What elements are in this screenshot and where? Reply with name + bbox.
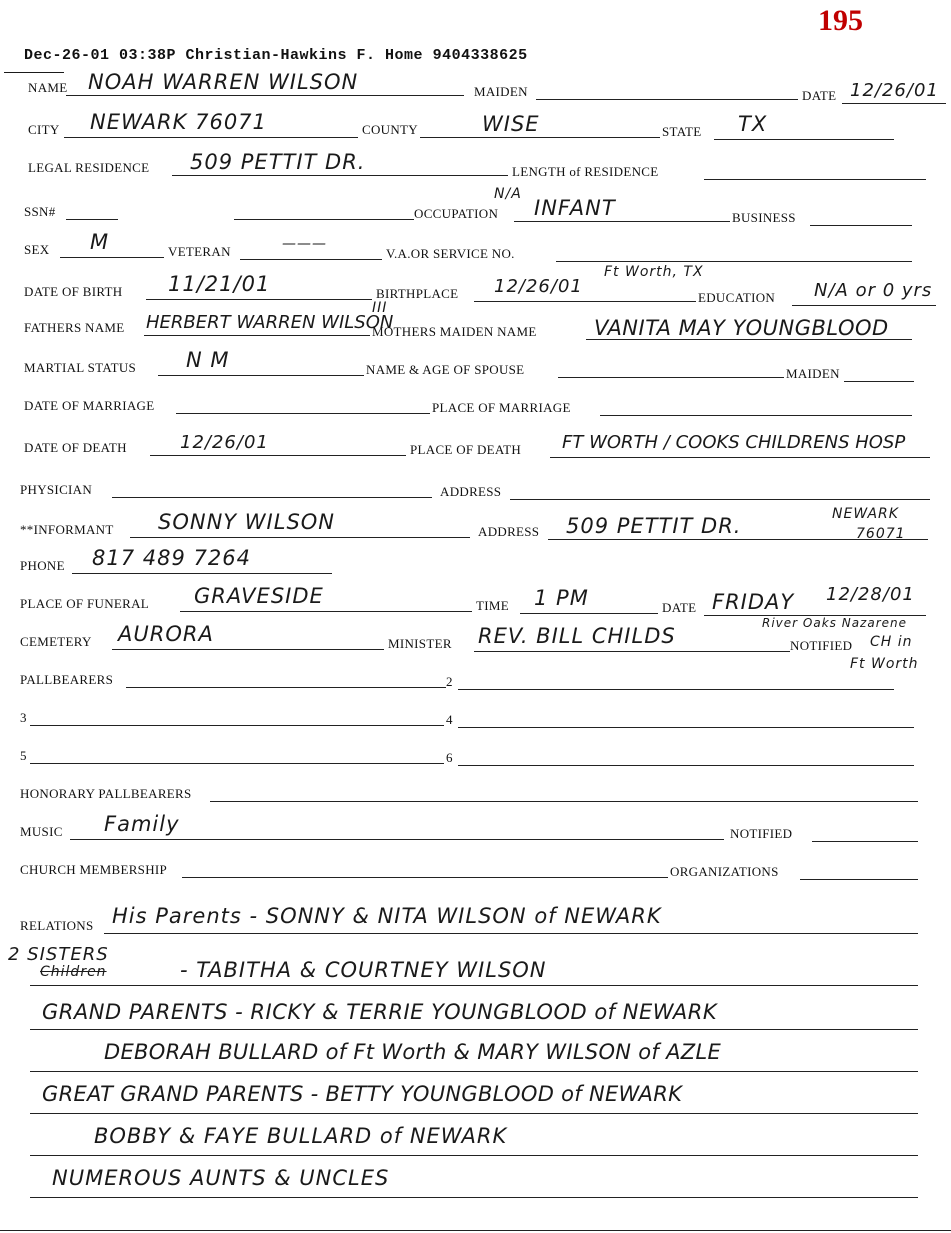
relations-line-1: His Parents - SONNY & NITA WILSON of NEWARK xyxy=(112,904,662,928)
label-relations: RELATIONS xyxy=(20,918,94,933)
label-ssn: SSN# xyxy=(24,204,56,219)
underline-pallbearer-2 xyxy=(458,689,894,690)
underline-pallbearer-1 xyxy=(126,687,446,688)
value-music: Family xyxy=(104,812,180,836)
value-occupation: INFANT xyxy=(534,196,616,220)
value-fathers-name: HERBERT WARREN WILSON xyxy=(146,312,394,333)
underline-maiden-2 xyxy=(844,381,914,382)
underline-date-of-death xyxy=(150,455,406,456)
value-occupation-na: N/A xyxy=(494,186,522,202)
underline-relations-2 xyxy=(30,985,918,986)
underline-music xyxy=(70,839,724,840)
underline-organizations xyxy=(800,879,918,880)
label-veteran: VETERAN xyxy=(168,244,231,259)
underline-place-of-death xyxy=(550,457,930,458)
label-time: TIME xyxy=(476,598,509,613)
value-church-note-3: Ft Worth xyxy=(850,656,919,672)
value-date-of-death: 12/26/01 xyxy=(180,432,269,453)
label-maiden: MAIDEN xyxy=(474,84,528,99)
relations-line-4: DEBORAH BULLARD of Ft Worth & MARY WILSON of AZLE xyxy=(104,1040,722,1064)
underline-county xyxy=(420,137,660,138)
label-pallbearer-3: 3 xyxy=(20,710,27,725)
underline-church xyxy=(182,877,668,878)
label-birthplace: BIRTHPLACE xyxy=(376,286,459,301)
underline-va xyxy=(556,261,912,262)
label-pallbearer-6: 6 xyxy=(446,750,453,765)
label-pallbearer-4: 4 xyxy=(446,712,453,727)
label-pallbearers: PALLBEARERS xyxy=(20,672,114,687)
relations-line-2-prefix: 2 SISTERS xyxy=(8,944,109,965)
label-physician: PHYSICIAN xyxy=(20,482,93,497)
label-date: DATE xyxy=(802,88,837,103)
label-business: BUSINESS xyxy=(732,210,796,225)
value-minister: REV. BILL CHILDS xyxy=(478,624,676,648)
value-birthplace: Ft Worth, TX xyxy=(604,264,704,280)
label-occupation: OCCUPATION xyxy=(414,206,499,221)
value-informant-zip: 76071 xyxy=(856,526,906,542)
label-name-age-spouse: NAME & AGE OF SPOUSE xyxy=(366,362,525,377)
value-church-note-1: River Oaks Nazarene xyxy=(762,616,908,630)
label-organizations: ORGANIZATIONS xyxy=(670,864,779,879)
label-pallbearer-5: 5 xyxy=(20,748,27,763)
value-city: NEWARK 76071 xyxy=(90,110,267,134)
underline-relations-3 xyxy=(30,1029,918,1030)
label-education: EDUCATION xyxy=(698,290,776,305)
underline-relations-4 xyxy=(30,1071,918,1072)
value-informant: SONNY WILSON xyxy=(158,510,336,534)
underline-relations-1 xyxy=(104,933,918,934)
underline-notified-2 xyxy=(812,841,918,842)
value-fathers-suffix: III xyxy=(372,300,388,316)
underline-relations-6 xyxy=(30,1155,918,1156)
label-martial-status: MARTIAL STATUS xyxy=(24,360,137,375)
underline-sex xyxy=(60,257,164,258)
value-birthplace-date: 12/26/01 xyxy=(494,276,583,297)
underline-pallbearer-5 xyxy=(30,763,444,764)
label-pallbearer-2: 2 xyxy=(446,674,453,689)
label-name: NAME xyxy=(28,80,68,95)
value-state: TX xyxy=(738,112,768,136)
label-church-membership: CHURCH MEMBERSHIP xyxy=(20,862,168,877)
relations-line-3: GRAND PARENTS - RICKY & TERRIE YOUNGBLOOD of NEWARK xyxy=(42,1000,718,1024)
relations-line-2: - TABITHA & COURTNEY WILSON xyxy=(180,958,547,982)
underline-cemetery xyxy=(112,649,384,650)
fax-header: Dec-26-01 03:38P Christian-Hawkins F. Home 9404338625 xyxy=(24,47,528,64)
value-legal-residence: 509 PETTIT DR. xyxy=(190,150,366,174)
label-fathers-name: FATHERS NAME xyxy=(24,320,125,335)
value-education: N/A or 0 yrs xyxy=(814,280,933,301)
value-place-of-funeral: GRAVESIDE xyxy=(194,584,324,608)
value-church-note-2: CH in xyxy=(870,634,913,650)
underline-state xyxy=(714,139,894,140)
underline-date xyxy=(842,103,946,104)
label-notified: NOTIFIED xyxy=(790,638,853,653)
underline-spouse xyxy=(558,377,784,378)
value-veteran: ——— xyxy=(282,236,327,252)
label-state: STATE xyxy=(662,124,702,139)
underline-city xyxy=(64,137,358,138)
label-mothers-maiden-name: MOTHERS MAIDEN NAME xyxy=(372,324,537,339)
bottom-border xyxy=(0,1230,951,1231)
underline-pallbearer-3 xyxy=(30,725,444,726)
label-date-2: DATE xyxy=(662,600,697,615)
underline-birthplace xyxy=(474,301,696,302)
label-honorary-pallbearers: HONORARY PALLBEARERS xyxy=(20,786,192,801)
underline-relations-5 xyxy=(30,1113,918,1114)
page-number: 195 xyxy=(818,4,863,37)
underline-fathers-name xyxy=(144,335,370,336)
label-sex: SEX xyxy=(24,242,50,257)
label-music: MUSIC xyxy=(20,824,63,839)
margin-stroke xyxy=(4,72,64,73)
label-notified-2: NOTIFIED xyxy=(730,826,793,841)
value-mothers-maiden-name: VANITA MAY YOUNGBLOOD xyxy=(594,316,889,340)
underline-maiden xyxy=(536,99,798,100)
label-phone: PHONE xyxy=(20,558,65,573)
value-time: 1 PM xyxy=(534,586,589,610)
label-legal-residence: LEGAL RESIDENCE xyxy=(28,160,150,175)
underline-place-of-funeral xyxy=(180,611,472,612)
underline-veteran xyxy=(240,259,382,260)
underline-informant xyxy=(130,537,470,538)
underline-place-of-marriage xyxy=(600,415,912,416)
underline-martial-status xyxy=(158,375,364,376)
value-phone: 817 489 7264 xyxy=(92,546,251,570)
value-name: NOAH WARREN WILSON xyxy=(88,70,359,94)
underline-date-of-marriage xyxy=(176,413,430,414)
underline-length xyxy=(704,179,926,180)
label-minister: MINISTER xyxy=(388,636,452,651)
label-address-2: ADDRESS xyxy=(478,524,540,539)
value-sex: M xyxy=(90,230,110,254)
label-informant: **INFORMANT xyxy=(20,522,114,537)
relations-line-5: GREAT GRAND PARENTS - BETTY YOUNGBLOOD of NEWARK xyxy=(42,1082,683,1106)
value-funeral-date: 12/28/01 xyxy=(826,584,915,605)
label-va-service-no: V.A.OR SERVICE NO. xyxy=(386,246,515,261)
underline-dob xyxy=(146,299,372,300)
underline-address xyxy=(510,499,930,500)
underline-pallbearer-6 xyxy=(458,765,914,766)
underline-business xyxy=(810,225,912,226)
relations-line-2-struck: Children xyxy=(40,964,107,980)
value-funeral-day: FRIDAY xyxy=(712,590,795,614)
value-informant-city: NEWARK xyxy=(832,506,899,522)
label-city: CITY xyxy=(28,122,60,137)
relations-line-6: BOBBY & FAYE BULLARD of NEWARK xyxy=(94,1124,508,1148)
label-date-of-marriage: DATE OF MARRIAGE xyxy=(24,398,155,413)
value-date-of-birth: 11/21/01 xyxy=(168,272,271,296)
relations-line-7: NUMEROUS AUNTS & UNCLES xyxy=(52,1166,390,1190)
label-cemetery: CEMETERY xyxy=(20,634,92,649)
underline-ssn-2 xyxy=(234,219,414,220)
underline-legal-residence xyxy=(172,175,508,176)
underline-minister xyxy=(474,651,790,652)
label-place-of-death: PLACE OF DEATH xyxy=(410,442,522,457)
underline-name xyxy=(66,95,464,96)
value-date: 12/26/01 xyxy=(850,80,939,101)
label-maiden-2: MAIDEN xyxy=(786,366,840,381)
value-place-of-death: FT WORTH / COOKS CHILDRENS HOSP xyxy=(562,432,906,453)
underline-occupation xyxy=(514,221,730,222)
label-place-of-funeral: PLACE OF FUNERAL xyxy=(20,596,150,611)
underline-time xyxy=(520,613,658,614)
underline-relations-7 xyxy=(30,1197,918,1198)
value-county: WISE xyxy=(482,112,540,136)
underline-physician xyxy=(112,497,432,498)
value-martial-status: N M xyxy=(186,348,230,372)
label-place-of-marriage: PLACE OF MARRIAGE xyxy=(432,400,571,415)
underline-phone xyxy=(72,573,332,574)
label-address: ADDRESS xyxy=(440,484,502,499)
value-cemetery: AURORA xyxy=(118,622,214,646)
underline-pallbearer-4 xyxy=(458,727,914,728)
label-length-of-residence: LENGTH of RESIDENCE xyxy=(512,164,659,179)
label-county: COUNTY xyxy=(362,122,418,137)
underline-honorary xyxy=(210,801,918,802)
underline-education xyxy=(792,305,936,306)
label-date-of-death: DATE OF DEATH xyxy=(24,440,127,455)
underline-ssn xyxy=(66,219,118,220)
label-date-of-birth: DATE OF BIRTH xyxy=(24,284,123,299)
value-informant-address: 509 PETTIT DR. xyxy=(566,514,742,538)
